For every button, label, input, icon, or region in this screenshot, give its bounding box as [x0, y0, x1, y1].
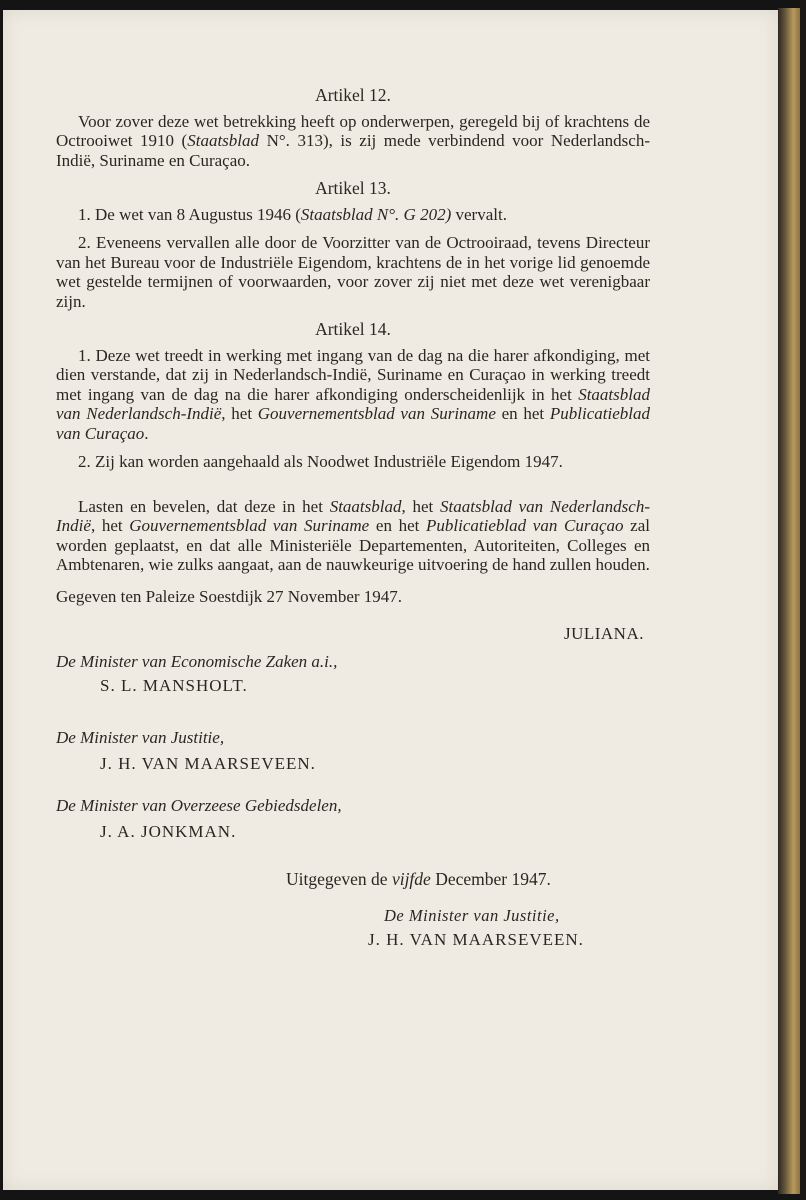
issued-date-line: Uitgegeven de vijfde December 1947.	[286, 869, 551, 889]
document-body	[56, 86, 650, 980]
closing-paragraph: Lasten en bevelen, dat deze in het Staatsblad, het Staatsblad van Nederlandsch-Indië, het Gouvernementsblad van Suriname en het Publicatieblad van Curaçao zal worden geplaatst, en dat alle Ministeriële Departementen, Autoriteiten, Colleges en Ambtenaren, wie zulks aangaat, aan de nauwkeurige uitvoering de hand zullen houden.	[56, 496, 650, 574]
minister-name: J. A. JONKMAN.	[100, 822, 237, 841]
signature-block	[56, 624, 650, 862]
article-13-heading: Artikel 13.	[315, 178, 391, 198]
monarch-signature: JULIANA.	[563, 624, 644, 643]
article-13-para-1: 1. De wet van 8 Augustus 1946 (Staatsblad N°. G 202) vervalt.	[78, 204, 507, 224]
article-14-para-2: 2. Zij kan worden aangehaald als Noodwet Industriële Eigendom 1947.	[78, 452, 563, 471]
article-13-para-2: 2. Eveneens vervallen alle door de Voorzitter van de Octrooiraad, tevens Directeur van het Bureau voor de Industriële Eigendom, krachtens de in het vorige lid genoemde wet gestelde termijnen of voorwaarden, voor zover zij niet met deze wet verenigbaar zijn.	[56, 233, 650, 311]
minister-title: De Minister van Overzeese Gebiedsdelen,	[56, 796, 342, 815]
issued-minister-name: J. H. VAN MAARSEVEEN.	[368, 930, 584, 949]
page-edge	[778, 8, 800, 1194]
minister-name: S. L. MANSHOLT.	[100, 676, 248, 695]
article-12-text: Voor zover deze wet betrekking heeft op onderwerpen, geregeld bij of krachtens de Octrooiwet 1910 (Staatsblad N°. 313), is zij mede verbindend voor Nederlandsch-Indië, Suriname en Curaçao.	[56, 111, 651, 170]
scan-border	[800, 0, 806, 1200]
article-12-heading: Artikel 12.	[315, 85, 391, 105]
issued-block	[56, 870, 650, 980]
minister-title: De Minister van Economische Zaken a.i.,	[56, 652, 338, 671]
minister-title: De Minister van Justitie,	[56, 728, 225, 747]
minister-name: J. H. VAN MAARSEVEEN.	[100, 754, 316, 773]
article-14-para-1: 1. Deze wet treedt in werking met ingang van de dag na die harer afkondiging, met dien verstande, dat zij in Nederlandsch-Indië, Suriname en Curaçao in werking treedt met ingang van de dag na die harer afkondiging onderscheidenlijk in het Staatsblad van Nederlandsch-Indië, het Gouvernementsblad van Suriname en het Publicatieblad van Curaçao.	[56, 345, 650, 443]
issued-minister-title: De Minister van Justitie,	[384, 906, 560, 925]
article-14-heading: Artikel 14.	[315, 319, 391, 339]
given-date-line: Gegeven ten Paleize Soestdijk 27 November 1947.	[56, 586, 403, 606]
